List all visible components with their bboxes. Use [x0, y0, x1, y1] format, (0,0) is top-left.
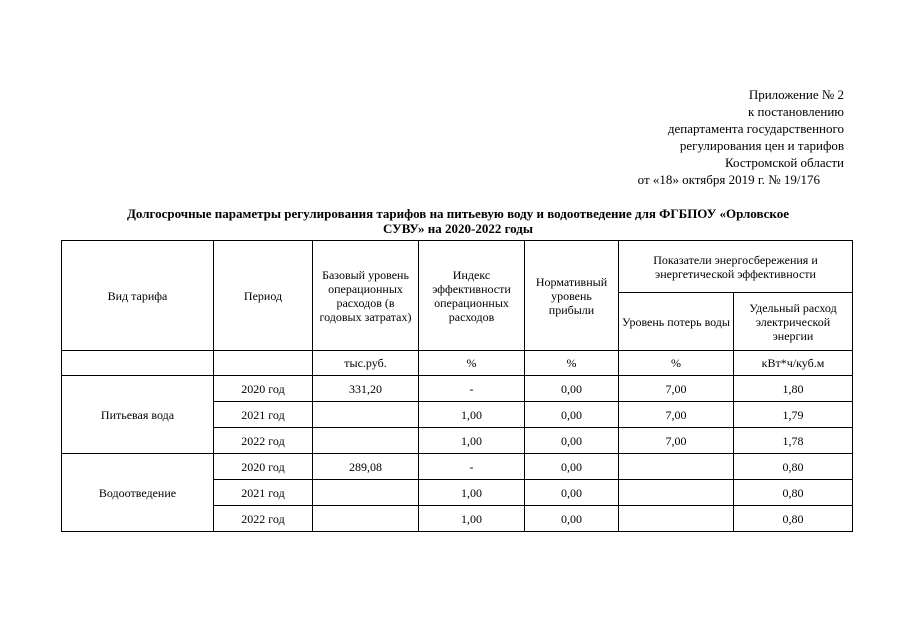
period-cell: 2020 год [214, 454, 313, 480]
profit-cell: 0,00 [525, 428, 619, 454]
unit-loss: % [619, 351, 734, 376]
profit-cell: 0,00 [525, 402, 619, 428]
header-water-loss: Уровень потерь воды [619, 293, 734, 351]
header-specific-energy: Удельный расход электрической энергии [734, 293, 853, 351]
document-title [58, 206, 858, 236]
header-energy-group: Показатели энергосбережения и энергетической эффективности [619, 241, 853, 293]
tariff-type-cell: Водоотведение [62, 454, 214, 532]
header-row [62, 241, 853, 293]
period-cell: 2022 год [214, 428, 313, 454]
loss-cell [619, 454, 734, 480]
appendix-line: департамента государственного [667, 121, 844, 136]
unit-empty [214, 351, 313, 376]
header-period: Период [214, 241, 313, 351]
units-row [62, 351, 853, 376]
index-cell: 1,00 [419, 480, 525, 506]
unit-base: тыс.руб. [313, 351, 419, 376]
specific-cell: 1,80 [734, 376, 853, 402]
document-title-line: Долгосрочные параметры регулирования тарифов на питьевую воду и водоотведение для ФГБПОУ «Орловское [126, 206, 790, 221]
index-cell: - [419, 376, 525, 402]
header-vid-tarifa: Вид тарифа [62, 241, 214, 351]
loss-cell: 7,00 [619, 428, 734, 454]
loss-cell: 7,00 [619, 376, 734, 402]
header-profit-level: Нормативный уровень прибыли [525, 241, 619, 351]
appendix-line: Костромской области [724, 155, 844, 170]
base-cell [313, 428, 419, 454]
unit-empty [62, 351, 214, 376]
unit-index: % [419, 351, 525, 376]
specific-cell: 1,78 [734, 428, 853, 454]
base-cell [313, 402, 419, 428]
appendix-block [638, 86, 844, 188]
index-cell: - [419, 454, 525, 480]
period-cell: 2021 год [214, 480, 313, 506]
header-efficiency-index: Индекс эффективности операционных расходов [419, 241, 525, 351]
profit-cell: 0,00 [525, 376, 619, 402]
specific-cell: 0,80 [734, 480, 853, 506]
profit-cell: 0,00 [525, 454, 619, 480]
table-row [62, 376, 853, 402]
base-cell: 289,08 [313, 454, 419, 480]
profit-cell: 0,00 [525, 506, 619, 532]
period-cell: 2020 год [214, 376, 313, 402]
index-cell: 1,00 [419, 506, 525, 532]
appendix-line: регулирования цен и тарифов [679, 138, 844, 153]
table-row [62, 454, 853, 480]
unit-specific: кВт*ч/куб.м [734, 351, 853, 376]
loss-cell: 7,00 [619, 402, 734, 428]
document-title-line: СУВУ» на 2020-2022 годы [382, 221, 534, 236]
appendix-line: к постановлению [747, 104, 844, 119]
index-cell: 1,00 [419, 402, 525, 428]
loss-cell [619, 506, 734, 532]
period-cell: 2021 год [214, 402, 313, 428]
base-cell [313, 480, 419, 506]
period-cell: 2022 год [214, 506, 313, 532]
tariff-type-cell: Питьевая вода [62, 376, 214, 454]
specific-cell: 0,80 [734, 454, 853, 480]
specific-cell: 1,79 [734, 402, 853, 428]
loss-cell [619, 480, 734, 506]
index-cell: 1,00 [419, 428, 525, 454]
unit-profit: % [525, 351, 619, 376]
base-cell: 331,20 [313, 376, 419, 402]
specific-cell: 0,80 [734, 506, 853, 532]
appendix-date-line: от «18» октября 2019 г. № 19/176 [637, 172, 820, 187]
appendix-line: Приложение № 2 [748, 87, 844, 102]
header-base-level: Базовый уровень операционных расходов (в годовых затратах) [313, 241, 419, 351]
tariff-parameters-table [61, 240, 853, 532]
base-cell [313, 506, 419, 532]
profit-cell: 0,00 [525, 480, 619, 506]
